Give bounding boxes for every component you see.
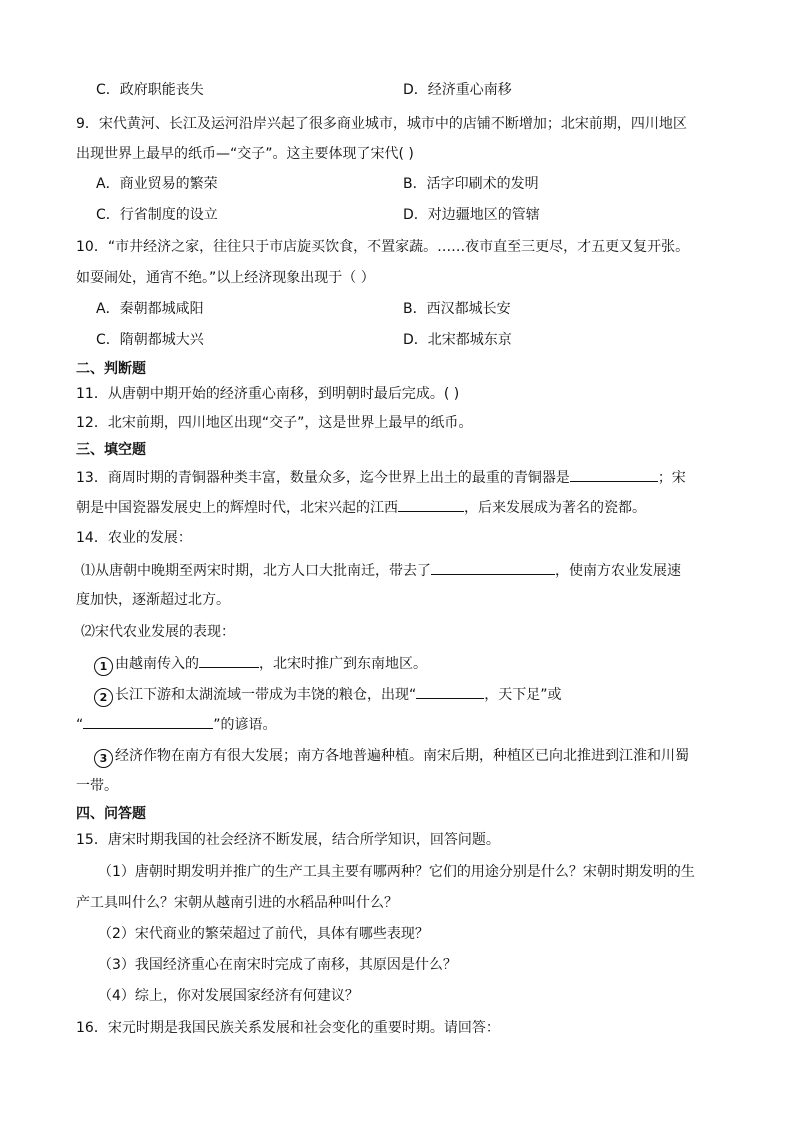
q10-stem-line2: 如耍闹处，通宵不绝。”以上经济现象出现于（ ） [76, 270, 375, 286]
q13-blank-2[interactable] [398, 497, 464, 512]
q14-part1-line2: 度加快，逐渐超过北方。 [76, 592, 230, 608]
q14-item-2 [94, 684, 562, 707]
question-12: 12．北宋前期，四川地区出现“交子”，这是世界上最早的纸币。 [76, 415, 473, 431]
q8-option-d: D．经济重心南移 [403, 82, 512, 98]
q13-text-b: ；宋 [657, 470, 686, 486]
q14-item2-text-a: 长江下游和太湖流域一带成为丰饶的粮仓，出现“ [115, 687, 417, 703]
q9-option-a: A．商业贸易的繁荣 [96, 176, 218, 192]
q14-blank-2[interactable] [199, 653, 259, 668]
q14-part1-text-a: ⑴从唐朝中晚期至两宋时期，北方人口大批南迁，带去了 [81, 563, 431, 579]
q15-stem: 15．唐宋时期我国的社会经济不断发展，结合所学知识，回答问题。 [76, 832, 500, 848]
q15-part1-line2: 产工具叫什么？宋朝从越南引进的水稻品种叫什么？ [76, 895, 398, 911]
q14-item2-text-c: “ [76, 717, 84, 733]
q15-part4: （4）综上，你对发展国家经济有何建议？ [98, 988, 359, 1004]
q9-option-d: D．对边疆地区的管辖 [403, 207, 540, 223]
q15-part2: （2）宋代商业的繁荣超过了前代，具体有哪些表现？ [98, 926, 429, 942]
q14-item2-text-b: ，天下足”或 [484, 687, 562, 703]
q13-blank-1[interactable] [570, 467, 658, 482]
q9-option-b: B．活字印刷术的发明 [403, 176, 539, 192]
q14-blank-3[interactable] [416, 684, 484, 699]
circled-number-2-icon: 2 [94, 688, 113, 707]
q13-line1 [76, 467, 686, 488]
section-heading-fill-in: 三、填空题 [76, 442, 146, 458]
q10-option-d: D．北宋都城东京 [403, 332, 512, 348]
q14-item2-line2 [76, 714, 277, 735]
q10-option-b: B．西汉都城长安 [403, 301, 511, 317]
section-heading-judgement: 二、判断题 [76, 361, 146, 377]
question-16: 16．宋元时期是我国民族关系发展和社会变化的重要时期。请回答： [76, 1020, 500, 1036]
q8-option-c: C．政府职能丧失 [96, 82, 204, 98]
q15-part3: （3）我国经济重心在南宋时完成了南移，其原因是什么？ [98, 957, 457, 973]
q9-stem-line1: 9．宋代黄河、长江及运河沿岸兴起了很多商业城市，城市中的店铺不断增加；北宋前期，四川地区 [76, 116, 687, 132]
q13-text-d: ，后来发展成为著名的瓷都。 [464, 500, 646, 516]
q14-item1-text-a: 由越南传入的 [115, 656, 199, 672]
q14-item-3 [94, 746, 689, 768]
q14-item1-text-b: ，北宋时推广到东南地区。 [259, 656, 427, 672]
q14-item3-text-a: 经济作物在南方有很大发展；南方各地普遍种植。南宋后期，种植区已向北推进到江淮和川蜀 [115, 748, 689, 764]
q9-option-c: C．行省制度的设立 [96, 207, 218, 223]
q15-part1-line1: （1）唐朝时期发明并推广的生产工具主要有哪两种？它们的用途分别是什么？宋朝时期发明的生 [98, 864, 695, 880]
q14-item2-text-d: ”的谚语。 [213, 717, 277, 733]
q14-item-1 [94, 653, 427, 676]
circled-number-3-icon: 3 [94, 749, 113, 768]
q14-stem: 14．农业的发展： [76, 530, 192, 546]
q14-part1-line1 [81, 560, 681, 581]
q14-part2: ⑵宋代农业发展的表现： [81, 624, 235, 640]
q13-text-c: 朝是中国瓷器发展史上的辉煌时代，北宋兴起的江西 [76, 500, 398, 516]
q13-text-a: 13．商周时期的青铜器种类丰富，数量众多，迄今世界上出土的最重的青铜器是 [76, 470, 570, 486]
q10-option-a: A．秦朝都城咸阳 [96, 301, 204, 317]
q10-option-c: C．隋朝都城大兴 [96, 332, 204, 348]
q14-blank-4[interactable] [83, 714, 213, 729]
q14-item3-line2: 一带。 [76, 778, 118, 794]
question-11: 11．从唐朝中期开始的经济重心南移，到明朝时最后完成。( ) [76, 386, 460, 402]
circled-number-1-icon: 1 [94, 657, 113, 676]
q14-part1-text-b: ，使南方农业发展速 [555, 563, 681, 579]
q9-stem-line2: 出现世界上最早的纸币—“交子”。这主要体现了宋代( ) [76, 146, 414, 162]
q10-stem-line1: 10．“市井经济之家，往往只于市店旋买饮食，不置家蔬。……夜市直至三更尽，才五更又复开张。 [76, 239, 690, 255]
q14-blank-1[interactable] [431, 560, 555, 575]
section-heading-qa: 四、问答题 [76, 806, 146, 822]
q13-line2 [76, 497, 646, 518]
